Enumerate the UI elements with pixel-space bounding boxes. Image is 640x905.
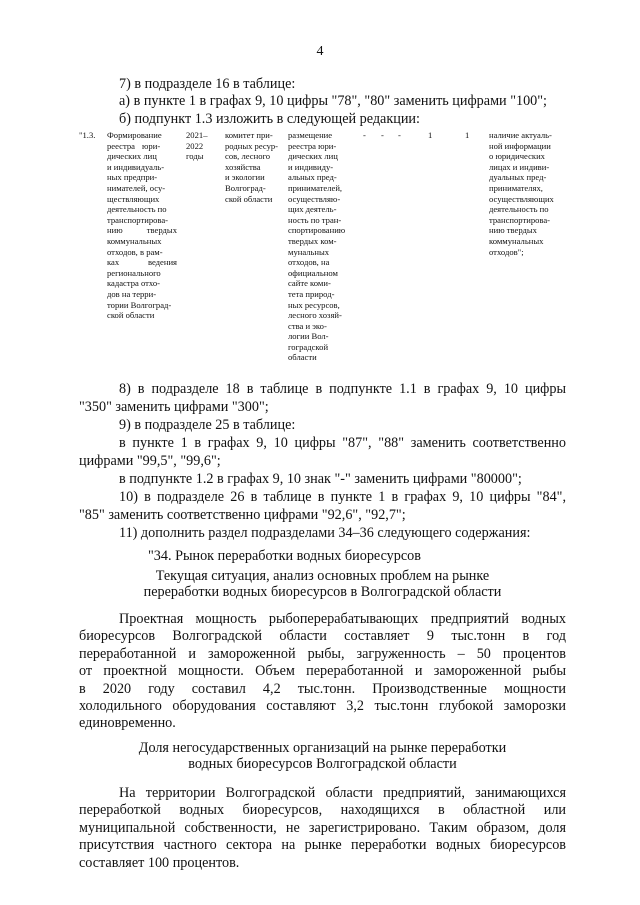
paragraph-line: Проектная мощность рыбоперерабатывающих предприятий водных (119, 611, 566, 627)
row-indicator-line: наличие актуаль- (489, 130, 552, 140)
amend-item-9-2: в подпункте 1.2 в графах 9, 10 знак "-" заменить цифрами "80000"; (119, 471, 522, 487)
subheading-line: водных биоресурсов Волгоградской области (188, 756, 457, 772)
paragraph-line: биоресурсов Волгоградской области составляет 9 тыс.тонн в год (79, 628, 566, 645)
row-result-line: логии Вол- (288, 331, 329, 342)
row-name-line: дов на терри- (107, 288, 157, 299)
row-indicator-line: отходов"; (489, 246, 524, 257)
paragraph-line: присутствия частного сектора на рынке переработки водных биоресурсов (79, 837, 566, 854)
row-indicator-line: деятельность по (489, 204, 549, 215)
row-name-line: реестра (107, 140, 135, 151)
row-result-line: ность по тран- (288, 214, 342, 225)
row-result-line: сайте коми- (288, 278, 331, 289)
row-number: "1.3. (79, 130, 96, 140)
paragraph-private-sector (79, 785, 566, 872)
row-result-line: ных ресурсов, (288, 299, 340, 310)
row-result-cell (288, 130, 345, 363)
subheading-line: переработки водных биоресурсов в Волгоградской области (143, 584, 502, 600)
amend-item-10: 10) в подразделе 26 в таблице в пункте 1 в графах 9, 10 цифры "84", (119, 489, 566, 505)
row-indicator-line: дуальных пред- (489, 172, 547, 183)
amend-item-11: 11) дополнить раздел подразделами 34–36 следующего содержания: (119, 525, 531, 541)
amend-item-9-1: в пункте 1 в графах 9, 10 цифры "87", "88" заменить соответственно (119, 435, 566, 451)
row-indicator-line: коммунальных (489, 235, 544, 246)
row-name-second-word: юри- (142, 140, 161, 151)
paragraph-line: переработкой водных биоресурсов, находящихся в областной или (79, 802, 566, 819)
subheading-line: Текущая ситуация, анализ основных проблем на рынке (155, 568, 490, 584)
row-executor-cell (225, 130, 278, 204)
paragraph-line: в 2020 году составил 4,2 тыс.тонн. Производственные мощности (79, 680, 566, 697)
row-executor-line: и экологии (225, 172, 265, 183)
row-executor-line: Волгоград- (225, 182, 266, 193)
row-name-line: ных предпри- (107, 172, 158, 183)
row-result-line: мунальных (288, 246, 330, 257)
row-period-line: годы (186, 151, 204, 162)
row-result-line: реестра юри- (288, 140, 337, 151)
row-name-line: кадастра отхо- (107, 278, 161, 289)
row-result-line: альных пред- (288, 172, 337, 183)
row-result-line: лесного хозяй- (288, 310, 342, 321)
row-indicator-line: транспортирова- (489, 214, 551, 225)
row-name-line: нимателей, осу- (107, 182, 166, 193)
row-indicator-line: о юридических (489, 151, 545, 162)
row-dash-3: - (398, 130, 401, 140)
row-name-line: ской области (107, 310, 155, 321)
row-name-line: отходов, в рам- (107, 246, 163, 257)
row-result-line: принимателей, (288, 182, 343, 193)
row-result-line: ства и эко- (288, 320, 327, 331)
row-name-line: Формирование (107, 130, 162, 140)
paragraph-line: от проектной мощности. Объем переработанной и замороженной рыбы (79, 663, 566, 680)
row-executor-line: комитет при- (225, 130, 273, 140)
row-name-line: ществляющих (107, 193, 160, 204)
row-result-line: твердых ком- (288, 235, 337, 246)
subheading-private-share (79, 740, 566, 772)
row-indicator-line: нию твердых (489, 225, 537, 236)
row-executor-line: сов, лесного (225, 151, 271, 162)
section-title: "34. Рынок переработки водных биоресурсов (148, 548, 421, 564)
row-result-line: отходов, на (288, 257, 330, 268)
row-indicator-line: осуществляющих (489, 193, 554, 204)
row-indicator-line: ной информации (489, 140, 551, 151)
row-name-line: дических лиц (107, 151, 157, 162)
row-executor-line: родных ресур- (225, 140, 279, 151)
row-name-line: регионального (107, 267, 161, 278)
paragraph-line: На территории Волгоградской области предприятий, занимающихся (119, 785, 566, 801)
row-result-line: дических лиц (288, 151, 338, 162)
paragraph-line: муниципальной собственности, не зарегистрировано. Таким образом, доля (79, 819, 566, 836)
row-dash-2: - (381, 130, 384, 140)
row-indicator-line: принимателях, (489, 182, 543, 193)
row-name-line: деятельность по (107, 204, 167, 215)
row-indicator-line: лицах и индиви- (489, 161, 550, 172)
row-dash-1: - (363, 130, 366, 140)
amend-item-8: 8) в подразделе 18 в таблице в подпункте 1.1 в графах 9, 10 цифры (119, 381, 566, 397)
amend-item-9-1-cont: цифрами "99,5", "99,6"; (79, 453, 221, 469)
row-executor-line: хозяйства (225, 161, 261, 172)
intro-item-7b: б) подпункт 1.3 изложить в следующей редакции: (119, 111, 420, 127)
paragraph-capacity (79, 611, 566, 733)
page-number: 4 (316, 44, 324, 59)
row-result-line: спортированию (288, 225, 346, 236)
amend-item-10-cont: "85" заменить соответственно цифрами "92,6", "92,7"; (79, 507, 406, 523)
row-name-line: транспортирова- (107, 214, 169, 225)
paragraph-line: переработанной и замороженной рыбы, загруженность – 50 процентов (79, 645, 566, 662)
row-name-cell (107, 130, 177, 321)
paragraph-line: холодильного оборудования составляют 3,2 тыс.тонн глубокой заморозки (79, 698, 566, 715)
row-name-line: тории Волгоград- (107, 299, 172, 310)
intro-item-7: 7) в подразделе 16 в таблице: (119, 76, 296, 92)
subheading-line: Доля негосударственных организаций на рынке переработки (138, 740, 507, 756)
row-result-line: гоградской (288, 341, 329, 352)
row-result-line: тета природ- (288, 288, 335, 299)
row-name-line: нию твердых (107, 225, 177, 236)
subheading-current-situation (79, 568, 566, 600)
paragraph-line: единовременно. (79, 715, 176, 732)
row-name-line: и индивидуаль- (107, 161, 165, 172)
row-result-line: размещение (288, 130, 333, 140)
row-value-col9: 1 (428, 130, 433, 140)
amend-item-8-cont: "350" заменить цифрами "300"; (79, 399, 269, 415)
row-result-line: щих деятель- (288, 204, 337, 215)
row-result-line: и индивиду- (288, 161, 334, 172)
row-result-line: осуществляю- (288, 193, 341, 204)
row-result-line: официальном (288, 267, 338, 278)
amend-item-9: 9) в подразделе 25 в таблице: (119, 417, 296, 433)
row-result-line: области (288, 352, 317, 363)
paragraph-line: составляет 100 процентов. (79, 854, 240, 871)
intro-item-7a: а) в пункте 1 в графах 9, 10 цифры "78", "80" заменить цифрами "100"; (119, 93, 547, 109)
row-indicator-cell (489, 130, 554, 257)
row-name-line: ках ведения (107, 257, 177, 268)
row-executor-line: ской области (225, 193, 273, 204)
row-period-cell (186, 130, 207, 162)
row-period-line: 2021– (186, 130, 208, 140)
row-value-col10: 1 (465, 130, 470, 140)
row-name-line: коммунальных (107, 235, 162, 246)
row-period-line: 2022 (186, 140, 204, 151)
